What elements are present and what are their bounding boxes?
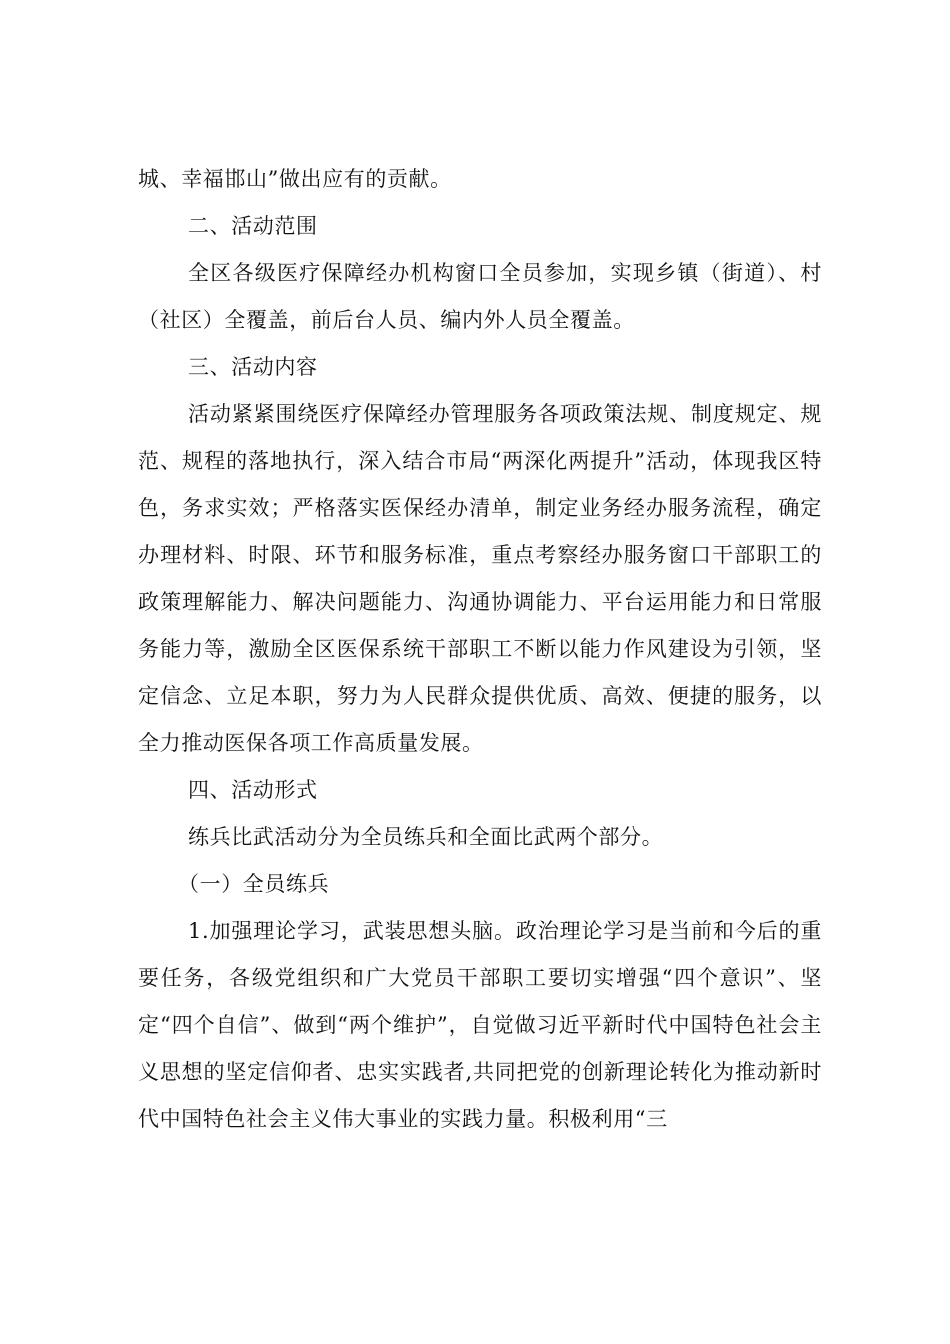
paragraph-theory-study: 1.加强理论学习，武装思想头脑。政治理论学习是当前和今后的重要任务，各级党组织和广大党员干部职工要切实增强“四个意识”、坚定“四个自信”、做到“两个维护”，自觉做习近平新时代中国特色社会主义思想的坚定信仰者、忠实实践者,共同把党的创新理论转化为推动新时代中国特色社会主义伟大事业的实践力量。积极利用“三 [138, 919, 822, 1131]
paragraph-scope: 全区各级医疗保障经办机构窗口全员参加，实现乡镇（街道）、村（社区）全覆盖，前后台人员、编内外人员全覆盖。 [138, 261, 822, 332]
section-heading-content: 三、活动内容 [188, 355, 318, 379]
section-heading-form: 四、活动形式 [188, 778, 318, 802]
paragraph-content: 活动紧紧围绕医疗保障经办管理服务各项政策法规、制度规定、规范、规程的落地执行，深入结合市局“两深化两提升”活动，体现我区特色，务求实效；严格落实医保经办清单，制定业务经办服务流程，确定办理材料、时限、环节和服务标准，重点考察经办服务窗口干部职工的政策理解能力、解决问题能力、沟通协调能力、平台运用能力和日常服务能力等，激励全区医保系统干部职工不断以能力作风建设为引领，坚定信念、立足本职，努力为人民群众提供优质、高效、便捷的服务，以全力推动医保各项工作高质量发展。 [138, 402, 822, 755]
paragraph-form: 练兵比武活动分为全员练兵和全面比武两个部分。 [188, 825, 664, 849]
document-body [138, 156, 822, 1143]
section-heading-scope: 二、活动范围 [188, 214, 318, 238]
paragraph-continued: 城、幸福邯山”做出应有的贡献。 [138, 167, 452, 191]
subsection-heading-training: （一）全员练兵 [178, 872, 330, 896]
